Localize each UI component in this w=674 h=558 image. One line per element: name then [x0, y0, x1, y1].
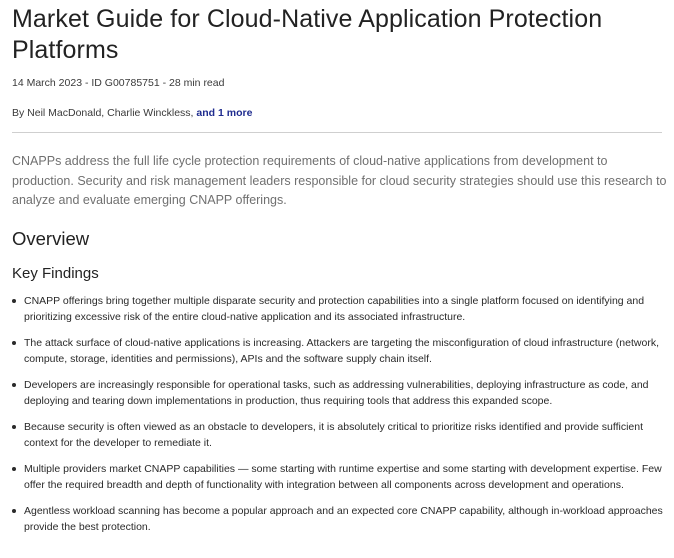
- document-meta: 14 March 2023 - ID G00785751 - 28 min read: [12, 77, 225, 89]
- key-findings-heading: Key Findings: [12, 264, 99, 282]
- more-authors-link[interactable]: and 1 more: [196, 107, 253, 119]
- bullet-icon: [12, 425, 16, 429]
- key-finding-text: Agentless workload scanning has become a popular approach and an expected core CNAPP capability, although in-workload approaches provide the best protection.: [24, 504, 663, 533]
- summary-paragraph: CNAPPs address the full life cycle protection requirements of cloud-native applications from development to production. Security and risk management leaders responsible for cloud security strategies should use this research to analyze and evaluate emerging CNAPP offerings.: [12, 154, 667, 207]
- bullet-icon: [12, 467, 16, 471]
- key-finding-text: Multiple providers market CNAPP capabilities — some starting with runtime expertise and some starting with development expertise. Few offer the required breadth and depth of functionality with integration between all components across development and operations.: [24, 462, 662, 491]
- key-finding-item: [12, 335, 668, 367]
- authors-text: By Neil MacDonald, Charlie Winckless,: [12, 107, 197, 119]
- bullet-icon: [12, 383, 16, 387]
- bullet-icon: [12, 509, 16, 513]
- key-finding-item: [12, 419, 668, 451]
- key-findings-list: [12, 293, 668, 535]
- authors-line: [12, 107, 668, 120]
- overview-heading: Overview: [12, 227, 90, 249]
- key-finding-item: [12, 377, 668, 409]
- key-finding-item: [12, 461, 668, 493]
- divider: [12, 132, 662, 133]
- key-finding-item: [12, 503, 668, 535]
- key-finding-text: CNAPP offerings bring together multiple disparate security and protection capabilities into a single platform focused on identifying and prioritizing excessive risk of the entire cloud-native application and its associated infrastructure.: [24, 294, 645, 323]
- bullet-icon: [12, 299, 16, 303]
- key-finding-text: The attack surface of cloud-native applications is increasing. Attackers are targeting the misconfiguration of cloud infrastructure (network, compute, storage, identities and permissions), APIs and the software supply chain itself.: [24, 336, 659, 365]
- bullet-icon: [12, 341, 16, 345]
- key-finding-text: Because security is often viewed as an obstacle to developers, it is absolutely critical to prioritize risks identified and provide sufficient context for the developer to remediate it.: [24, 420, 644, 449]
- key-finding-text: Developers are increasingly responsible for operational tasks, such as addressing vulnerabilities, deploying infrastructure as code, and deploying and tearing down implementations in production, thus requiring tools that address this expanded scope.: [24, 378, 649, 407]
- page-title: Market Guide for Cloud-Native Application Protection Platforms: [12, 5, 603, 64]
- key-finding-item: [12, 293, 668, 325]
